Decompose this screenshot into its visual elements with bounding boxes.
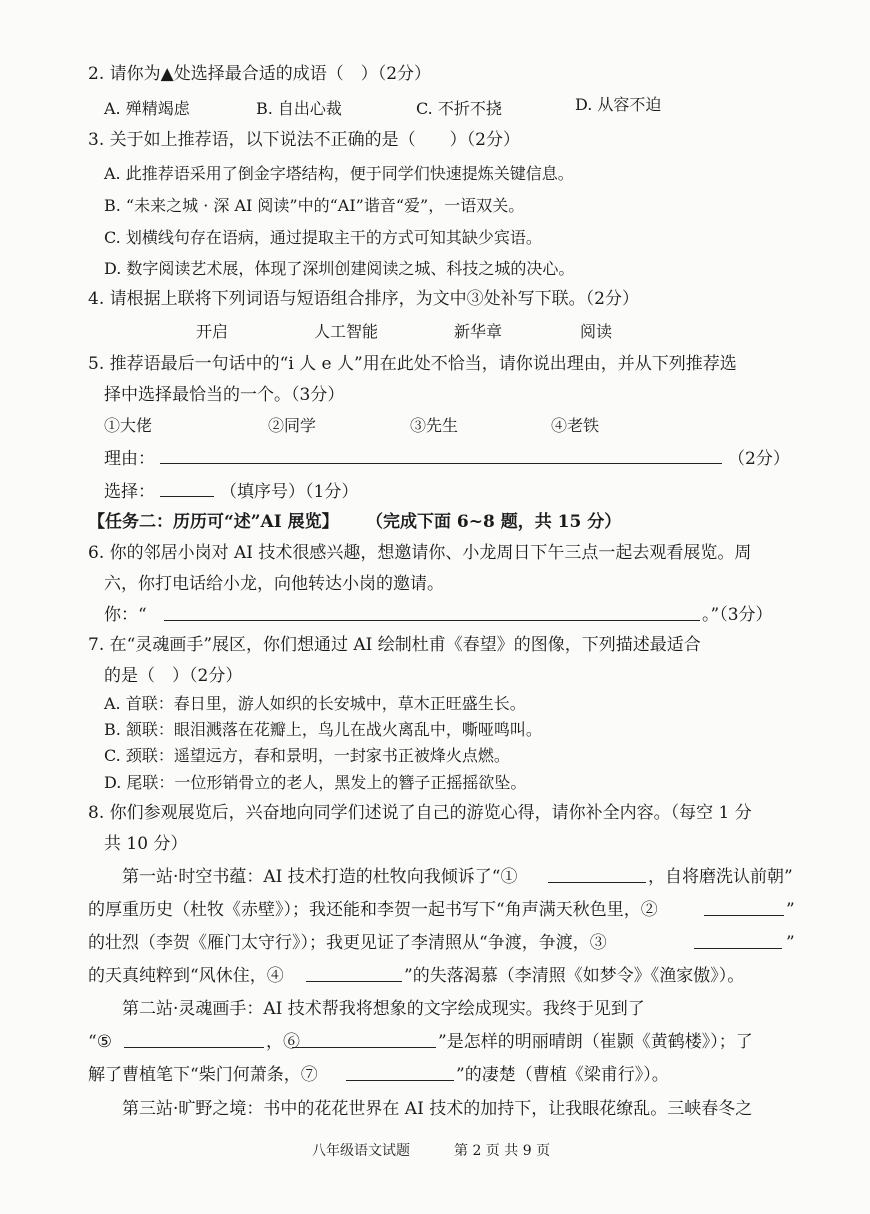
q3-option-c: C. 划横线句存在语病，通过提取主干的方式可知其缺少宾语。 bbox=[104, 228, 542, 247]
q8-blank-5[interactable] bbox=[124, 1047, 264, 1048]
q5-select-blank[interactable] bbox=[160, 496, 214, 497]
q3-option-b: B. “未来之城 · 深 AI 阅读”中的“AI”谐音“爱”，一语双关。 bbox=[104, 196, 525, 215]
q4-word-1: 开启 bbox=[196, 322, 229, 341]
q8-p2-seg6: ”的凄楚（曹植《梁甫行》）。 bbox=[456, 1065, 669, 1085]
q8-blank-4[interactable] bbox=[306, 981, 402, 982]
q8-p2-seg1: 第二站·灵魂画手：AI 技术帮我将想象的文字绘成现实。我终于见到了 bbox=[122, 999, 645, 1019]
q7-option-c: C. 颈联：遥望远方，春和景明，一封家书正被烽火点燃。 bbox=[104, 746, 510, 765]
q5-reason-label: 理由： bbox=[104, 449, 155, 469]
q8-p3: 第三站·旷野之境：书中的花花世界在 AI 技术的加持下，让我眼花缭乱。三峡春冬之 bbox=[122, 1099, 753, 1119]
q6-answer-suffix: 。”（3分） bbox=[702, 605, 773, 625]
q5-choice-2: ②同学 bbox=[268, 416, 317, 435]
q7-option-b: B. 颔联：眼泪溅落在花瓣上，鸟儿在战火离乱中，嘶哑鸣叫。 bbox=[104, 720, 542, 739]
q8-blank-1[interactable] bbox=[548, 882, 646, 883]
q8-p1-seg2: ，自将磨洗认前朝” bbox=[648, 867, 793, 887]
q3-option-d: D. 数字阅读艺术展，体现了深圳创建阅读之城、科技之城的决心。 bbox=[104, 259, 575, 278]
q8-blank-3[interactable] bbox=[694, 948, 782, 949]
q7-option-a: A. 首联：春日里，游人如织的长安城中，草木正旺盛生长。 bbox=[104, 694, 526, 713]
q6-answer-prefix: 你：“ bbox=[104, 605, 147, 625]
q4-word-4: 阅读 bbox=[580, 322, 613, 341]
q5-select-note: （填序号）（1分） bbox=[220, 482, 359, 502]
q8-p1-seg5: 的壮烈（李贺《雁门太守行》）；我更见证了李清照从“争渡，争渡，③ bbox=[88, 933, 607, 953]
q8-p2-seg5: 解了曹植笔下“柴门何萧条，⑦ bbox=[88, 1065, 318, 1085]
q7-option-d: D. 尾联：一位形销骨立的老人，黑发上的簪子正摇摇欲坠。 bbox=[104, 773, 527, 792]
q4-word-2: 人工智能 bbox=[314, 322, 379, 341]
q5-reason-points: （2分） bbox=[728, 449, 790, 469]
q8-p2-seg4: ”是怎样的明丽晴朗（崔颢《黄鹤楼》）；了 bbox=[438, 1032, 753, 1052]
q5-choice-1: ①大佬 bbox=[104, 416, 153, 435]
q8-blank-2[interactable] bbox=[704, 915, 784, 916]
q8-p2-seg3: ，⑥ bbox=[266, 1032, 300, 1052]
q2-option-a: A. 殚精竭虑 bbox=[104, 99, 190, 118]
footer-page: 第 2 页 共 9 页 bbox=[454, 1143, 551, 1159]
q6-answer-blank[interactable] bbox=[164, 620, 700, 621]
q5-reason-blank[interactable] bbox=[160, 463, 722, 464]
q3-stem: 3. 关于如上推荐语，以下说法不正确的是（ ）（2分） bbox=[88, 130, 520, 150]
q8-blank-7[interactable] bbox=[346, 1080, 454, 1081]
q4-stem: 4. 请根据上联将下列词语与短语组合排序，为文中③处补写下联。（2分） bbox=[88, 289, 639, 309]
q2-option-d: D. 从容不迫 bbox=[575, 95, 662, 114]
q8-blank-6[interactable] bbox=[292, 1047, 436, 1048]
q8-p1-seg6: ” bbox=[786, 933, 795, 953]
q8-p1-seg1: 第一站·时空书蕴：AI 技术打造的杜牧向我倾诉了“① bbox=[122, 867, 518, 887]
q8-p1-seg3: 的厚重历史（杜牧《赤壁》）；我还能和李贺一起书写下“角声满天秋色里，② bbox=[88, 900, 658, 920]
q5-select-label: 选择： bbox=[104, 482, 155, 502]
footer-subject: 八年级语文试题 bbox=[312, 1143, 410, 1159]
q5-choice-3: ③先生 bbox=[410, 416, 459, 435]
q8-p1-seg4: ” bbox=[786, 900, 795, 920]
q6-line2: 六，你打电话给小龙，向他转达小岗的邀请。 bbox=[104, 574, 444, 594]
q8-p1-seg7: 的天真纯粹到“风休住，④ bbox=[88, 966, 284, 986]
q5-stem-line1: 5. 推荐语最后一句话中的“i 人 e 人”用在此处不恰当，请你说出理由，并从下列推荐选 bbox=[88, 354, 737, 374]
q5-choice-4: ④老铁 bbox=[551, 416, 600, 435]
q3-option-a: A. 此推荐语采用了倒金字塔结构，便于同学们快速提炼关键信息。 bbox=[104, 164, 574, 183]
q8-line1: 8. 你们参观展览后，兴奋地向同学们述说了自己的游览心得，请你补全内容。（每空 1 分 bbox=[88, 803, 752, 823]
q4-word-3: 新华章 bbox=[454, 322, 503, 341]
q5-stem-line2: 择中选择最恰当的一个。（3分） bbox=[104, 385, 345, 405]
q2-stem: 2. 请你为▲处选择最合适的成语（ ）（2分） bbox=[88, 64, 432, 84]
task2-title: 【任务二：历历可“述”AI 展览】 bbox=[88, 512, 339, 532]
q8-p2-seg2: “⑤ bbox=[88, 1032, 112, 1052]
q6-line1: 6. 你的邻居小岗对 AI 技术很感兴趣，想邀请你、小龙周日下午三点一起去观看展览。周 bbox=[88, 543, 752, 563]
q8-line2: 共 10 分） bbox=[104, 834, 188, 854]
task2-note: （完成下面 6~8 题，共 15 分） bbox=[366, 512, 622, 532]
q8-p1-seg8: ”的失落渴慕（李清照《如梦令》《渔家傲》）。 bbox=[404, 966, 745, 986]
q2-option-b: B. 自出心裁 bbox=[256, 99, 342, 118]
q7-line2: 的是（ ）（2分） bbox=[104, 666, 243, 686]
q7-line1: 7. 在“灵魂画手”展区，你们想通过 AI 绘制杜甫《春望》的图像，下列描述最适合 bbox=[88, 635, 701, 655]
q2-option-c: C. 不折不挠 bbox=[416, 99, 502, 118]
